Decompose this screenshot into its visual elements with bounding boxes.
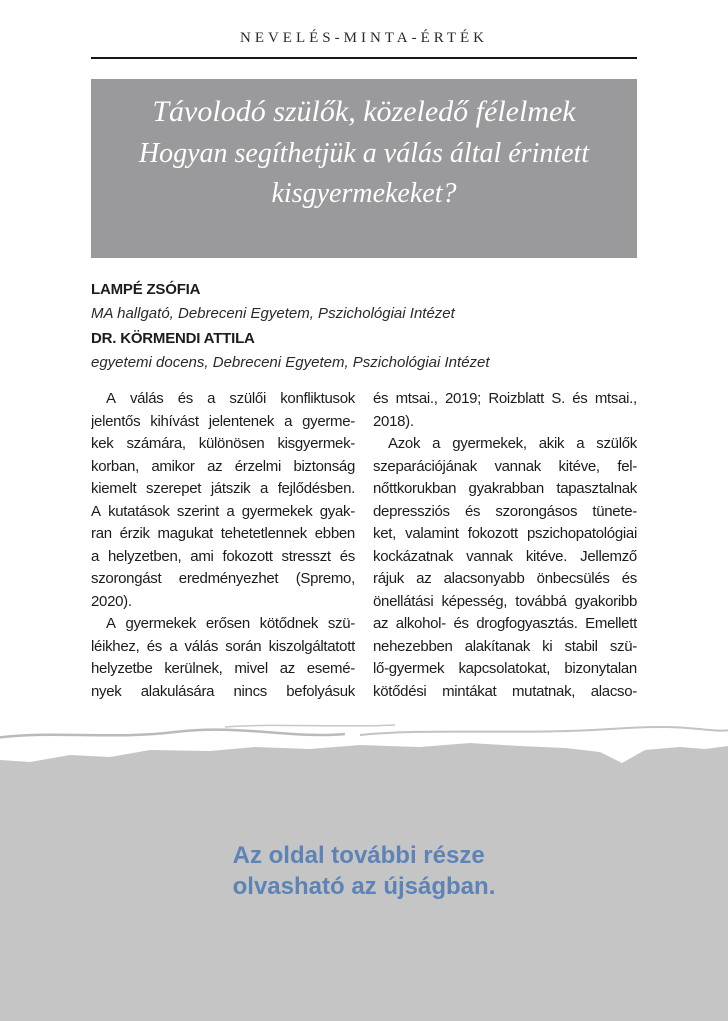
body-text-line: kek számára, különösen kisgyermek- bbox=[91, 435, 355, 452]
body-text-line: ket, valamint fokozott pszichopatológiai bbox=[373, 525, 637, 542]
body-text-line: A kutatások szerint a gyermekek gyak- bbox=[91, 502, 355, 520]
running-head: NEVELÉS-MINTA-ÉRTÉK bbox=[239, 30, 489, 46]
body-text-line: depressziós és szorongásos tünete- bbox=[373, 502, 637, 520]
article-columns bbox=[91, 388, 637, 703]
author-block bbox=[91, 278, 637, 376]
title-box bbox=[91, 79, 637, 258]
body-text-line: kiemelt szerepet játszik a fejlődésben. bbox=[91, 480, 355, 497]
body-text-line: önellátási képesség, továbbá gyakoribb bbox=[373, 592, 637, 610]
body-text-line: a helyzetben, ami fokozott stresszt és bbox=[91, 547, 355, 565]
author-name: DR. KÖRMENDI ATTILA bbox=[91, 330, 255, 347]
body-text-line: nyek alakulására nincs befolyásuk bbox=[91, 682, 355, 700]
author-affiliation: egyetemi docens, Debreceni Egyetem, Pszichológiai Intézet bbox=[91, 354, 490, 371]
body-text-line: lő-gyermek kapcsolatokat, bizonytalan bbox=[373, 660, 637, 677]
body-text-line: Azok a gyermekek, akik a szülők bbox=[388, 435, 637, 452]
column-right bbox=[373, 388, 637, 703]
body-text-line: A gyermekek erősen kötődnek szü- bbox=[106, 615, 355, 632]
body-text-line: A válás és a szülői konfliktusok bbox=[106, 390, 355, 407]
body-text-line: 2020). bbox=[91, 592, 132, 610]
body-text-line: helyzetbe kerülnek, mivel az esemé- bbox=[91, 660, 355, 677]
continuation-note bbox=[0, 770, 728, 902]
column-left bbox=[91, 388, 355, 703]
torn-paper-area bbox=[0, 770, 728, 1021]
body-text-line: szorongást eredményezhet (Spremo, bbox=[91, 570, 355, 587]
body-text-line: és mtsai., 2019; Roizblatt S. és mtsai., bbox=[373, 390, 637, 407]
article-title: Távolodó szülők, közeledő félelmek bbox=[152, 95, 576, 128]
body-text-line: ran érzik magukat tehetetlennek ebben bbox=[91, 525, 355, 542]
torn-edge-graphic bbox=[0, 718, 728, 770]
header-rule bbox=[91, 57, 637, 59]
body-text-line: szeparációjának vannak kitéve, fel- bbox=[373, 457, 637, 475]
article-subtitle: Hogyan segíthetjük a válás által érintett kisgyermekeket? bbox=[138, 138, 590, 209]
body-text-line: 2018). bbox=[373, 412, 414, 430]
body-text-line: rájuk az alacsonyabb önbecsülés és bbox=[373, 570, 637, 587]
torn-paper-overlay bbox=[0, 718, 728, 1021]
page-content bbox=[91, 0, 637, 703]
author-affiliation: MA hallgató, Debreceni Egyetem, Pszichológiai Intézet bbox=[91, 305, 455, 322]
author-name: LAMPÉ ZSÓFIA bbox=[91, 281, 201, 298]
body-text-line: léikhez, és a válás során kiszolgáltatott bbox=[91, 637, 355, 655]
body-text-line: korban, amikor az érzelmi biztonság bbox=[91, 457, 355, 475]
body-text-line: kockázatnak vannak kitéve. Jellemző bbox=[373, 547, 637, 565]
continuation-note-line: olvasható az újságban. bbox=[232, 873, 496, 900]
body-text-line: kötődési mintákat mutatnak, alacso- bbox=[373, 682, 637, 700]
body-text-line: az alkohol- és drogfogyasztás. Emellett bbox=[373, 615, 637, 632]
body-text-line: nehezebben alakítanak ki stabil szü- bbox=[373, 637, 637, 655]
body-text-line: nőttkorukban gyakrabban tapasztalnak bbox=[373, 480, 637, 497]
continuation-note-line: Az oldal további része bbox=[232, 842, 485, 869]
body-text-line: jelentős kihívást jelentenek a gyerme- bbox=[91, 412, 355, 430]
